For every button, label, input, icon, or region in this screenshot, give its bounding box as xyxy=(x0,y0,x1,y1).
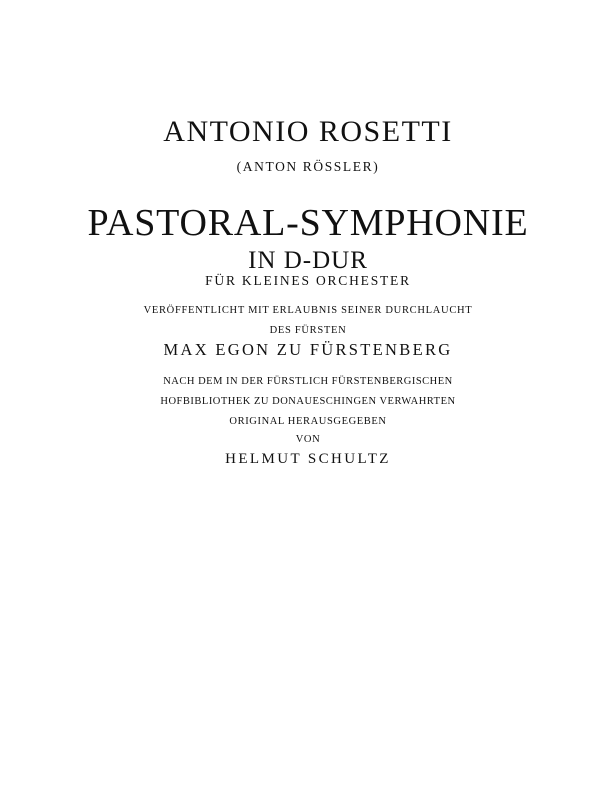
source-line-1: NACH DEM IN DER FÜRSTLICH FÜRSTENBERGISCHEN xyxy=(163,376,453,387)
work-title: PASTORAL-SYMPHONIE xyxy=(87,202,529,244)
prince-name: MAX EGON ZU FÜRSTENBERG xyxy=(163,340,453,359)
permission-line: VERÖFFENTLICHT MIT ERLAUBNIS SEINER DURCHLAUCHT xyxy=(143,305,473,316)
work-key: IN D-DUR xyxy=(248,247,368,274)
source-line-3: ORIGINAL HERAUSGEGEBEN xyxy=(229,416,387,427)
source-line-2: HOFBIBLIOTHEK ZU DONAUESCHINGEN VERWAHRTEN xyxy=(160,396,456,407)
composer-alias: (ANTON RÖSSLER) xyxy=(236,159,380,174)
editor-name: HELMUT SCHULTZ xyxy=(225,451,391,467)
editor-prefix: VON xyxy=(295,434,321,445)
prince-prefix: DES FÜRSTEN xyxy=(269,325,347,336)
scoring-line: FÜR KLEINES ORCHESTER xyxy=(205,273,411,288)
composer-name: ANTONIO ROSETTI xyxy=(163,115,453,148)
